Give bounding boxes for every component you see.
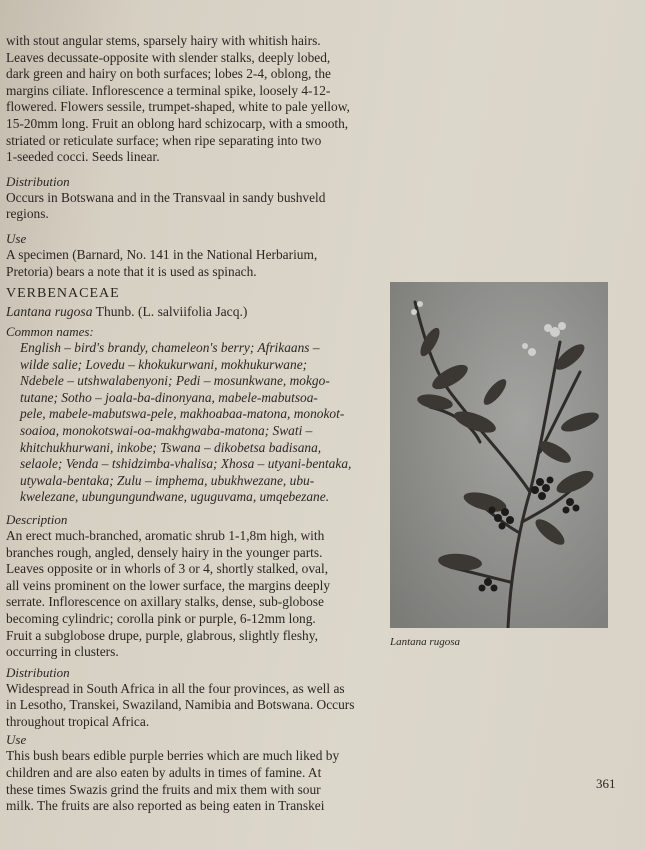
text-line: with stout angular stems, sparsely hairy with whitish hairs. [6, 33, 321, 48]
text-line: margins ciliate. Inflorescence a terminal spike, loosely 4-12- [6, 82, 331, 98]
common-names-line: soaioa, monokotswai-oa-makhgwaba-matona; Swati – [20, 422, 313, 438]
photo-caption: Lantana rugosa [390, 636, 460, 648]
species-synonym: (L. salviifolia Jacq.) [137, 304, 248, 319]
species-name: Lantana rugosa [6, 304, 93, 319]
common-names-line: khitchukhurwani, inkobe; Tswana – dikobetsa badisana, [20, 439, 322, 455]
text-line: Pretoria) bears a note that it is used as spinach. [6, 263, 257, 279]
distribution-heading: Distribution [6, 664, 70, 680]
text-line: children and are also eaten by adults in times of famine. At [6, 765, 322, 781]
plant-photograph [390, 282, 608, 628]
common-names-line: English – bird's brandy, chameleon's berry; Afrikaans – [20, 340, 320, 355]
text-line: Leaves opposite or in whorls of 3 or 4, shortly stalked, oval, [6, 561, 329, 577]
text-line: Widespread in South Africa in all the four provinces, as well as [6, 680, 345, 696]
text-line: these times Swazis grind the fruits and mix them with sour [6, 781, 321, 797]
page-number: 361 [596, 776, 616, 791]
text-line: 1-seeded cocci. Seeds linear. [6, 149, 160, 165]
species-line [6, 304, 247, 320]
text-line: all veins prominent on the lower surface, the margins deeply [6, 577, 331, 593]
text-line: regions. [6, 206, 49, 222]
species-author: Thunb. [95, 304, 135, 319]
text-line: branches rough, angled, densely hairy in the younger parts. [6, 544, 323, 560]
common-names-line: kwelezane, ubungungundwane, uguguvama, umqebezane. [20, 489, 330, 505]
common-names-heading: Common names: [6, 324, 94, 339]
text-line: serrate. Inflorescence on axillary stalks, dense, sub-globose [6, 594, 324, 610]
common-names-line: Ndebele – utshwalabenyoni; Pedi – mosunkwane, mokgo- [20, 373, 330, 389]
text-line: in Lesotho, Transkei, Swaziland, Namibia and Botswana. Occurs [6, 697, 355, 713]
common-names-line: utywala-bentaka; Zulu – imphema, ubukhwezane, ubu- [20, 472, 315, 488]
text-line: throughout tropical Africa. [6, 713, 150, 729]
family-heading: VERBENACEAE [6, 286, 120, 301]
text-line: An erect much-branched, aromatic shrub 1-1,8m high, with [6, 527, 325, 543]
common-names-line: tutane; Sotho – joala-ba-dinonyana, mabele-mabutsoa- [20, 389, 318, 405]
top-description-block [6, 33, 378, 280]
use-heading: Use [6, 230, 27, 246]
text-line: flowered. Flowers sessile, trumpet-shaped, white to pale yellow, [6, 99, 350, 115]
text-line: Fruit a subglobose drupe, purple, glabrous, slightly fleshy, [6, 627, 318, 643]
distribution-heading: Distribution [6, 173, 70, 189]
text-line: occurring in clusters. [6, 644, 119, 660]
text-line: striated or reticulate surface; when ripe separating into two [6, 132, 322, 148]
text-line: Leaves decussate-opposite with slender stalks, deeply lobed, [6, 49, 331, 65]
use-heading: Use [6, 732, 27, 748]
text-line: Occurs in Botswana and in the Transvaal in sandy bushveld [6, 189, 326, 205]
common-names-line: pele, mabele-mabutswa-pele, makhoabaa-matona, monokot- [20, 406, 345, 422]
common-names-line: selaole; Venda – tshidzimba-vhalisa; Xhosa – utyani-bentaka, [20, 456, 352, 472]
text-line: This bush bears edible purple berries which are much liked by [6, 748, 340, 764]
text-line: becoming cylindric; corolla pink or purple, 6-12mm long. [6, 610, 316, 626]
text-line: dark green and hairy on both surfaces; lobes 2-4, oblong, the [6, 66, 332, 82]
text-line: A specimen (Barnard, No. 141 in the National Herbarium, [6, 246, 318, 262]
text-line: 15-20mm long. Fruit an oblong hard schizocarp, with a smooth, [6, 115, 349, 131]
lantana-plant-illustration [390, 282, 608, 628]
common-names-line: wilde salie; Lovedu – khokukurwani, mokhukurwane; [20, 356, 308, 372]
text-line: milk. The fruits are also reported as being eaten in Transkei [6, 798, 325, 814]
description-heading: Description [6, 511, 68, 527]
main-text-block [6, 324, 378, 815]
